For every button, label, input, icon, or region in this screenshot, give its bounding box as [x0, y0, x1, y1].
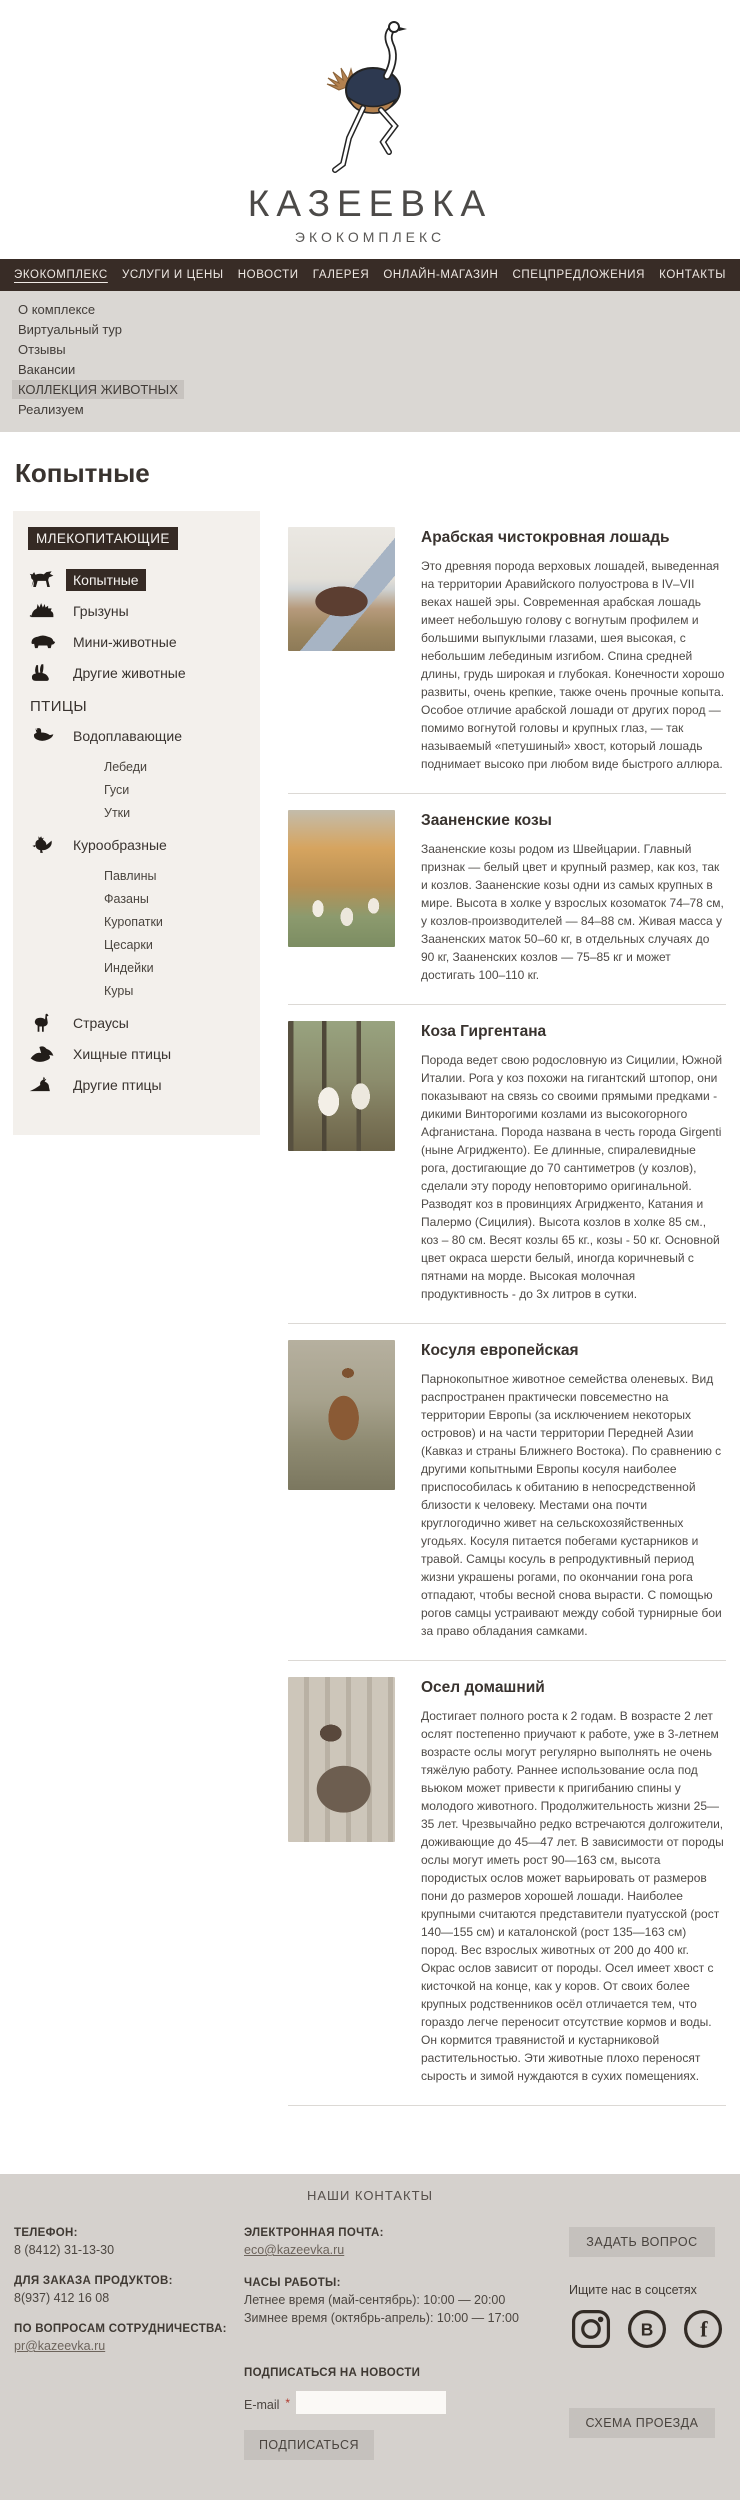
card-divider: [288, 2105, 726, 2106]
animal-title: Косуля европейская: [421, 1342, 579, 1359]
sidebar-item-other-birds[interactable]: [28, 1074, 250, 1096]
submenu-realizuem[interactable]: Реализуем: [18, 402, 84, 417]
animal-categories-sidebar: [13, 511, 260, 1135]
sidebar-item-label: Водоплавающие: [73, 728, 182, 744]
phone-label: ТЕЛЕФОН:: [14, 2227, 78, 2239]
submenu-vacancies[interactable]: Вакансии: [18, 362, 76, 377]
page-title: Копытные: [15, 458, 150, 488]
animal-title: Осел домашний: [421, 1679, 545, 1696]
submenu-reviews[interactable]: Отзывы: [18, 342, 66, 357]
arab-horse-photo[interactable]: [288, 527, 395, 651]
rooster-icon: [28, 834, 56, 856]
sidebar-item-rodents[interactable]: [28, 600, 250, 622]
nav-services[interactable]: УСЛУГИ И ЦЕНЫ: [121, 269, 224, 281]
animal-description: Достигает полного роста к 2 годам. В возрасте 2 лет ослят постепенно приучают к работе, уже в 3-летнем возрасте ослы могут регулярно выполнять не очень тяжёлую работу. Раннее использование осла под вьюком может привести к пригибанию спины у молодого животного. Продолжительность жизни 25—35 лет. Чрезвычайно редко встречаются долгожители, доживающие до 45—47 лет. В зависимости от породы ослы могут иметь рост 90—163 см, высота породистых ослов может варьировать от размеров пони до размеров хорошей лошади. Наиболее крупными считаются представители пуатусской (рост 140—155 см) и каталонской (рост 135—163 см) пород. Вес взрослых животных от 200 до 400 кг. Окрас ослов зависит от породы. Осел имеет хвост с кисточкой на конце, как у коров. От своих более крупных родственников осёл отличается тем, что гораздо легче переносит отсутствие кормов и воды. Он кормится травянистой и кустарниковой растительностью. Эти животные плохо переносят сырость и зимой нуждаются в сухих помещениях.: [421, 1709, 724, 2083]
animal-description: Порода ведет свою родословную из Сицилии, Южной Италии. Рога у коз похожи на гигантский штопор, они показывают на связь со своими прямыми предками - дикими Винторогими козлами из высокогорного Афганистана. Порода названа в честь города Girgenti (ныне Агридженто). Ее длинные, спиралевидные рога, достигающие до 70 сантиметров (у козлов), сделали эту породу неповторимо оригинальной. Разводят коз в провинциях Агридженто, Катания и Палермо (Сицилия). Высота козлов в холке 85 см., коз – 80 см. Весят козлы 65 кг., козы - 50 кг. Основной цвет окраса шерсти белый, иногда коричневый с пятнами на морде. Высокая молочная продуктивность - до 3х литров в сутки.: [421, 1053, 723, 1301]
nav-online-shop[interactable]: ОНЛАЙН-МАГАЗИН: [383, 269, 499, 281]
animal-card-zaanen-goats: [288, 794, 726, 1004]
hours-summer: Летнее время (май-сентябрь): 10:00 — 20:00: [244, 2293, 506, 2307]
nav-gallery[interactable]: ГАЛЕРЕЯ: [312, 269, 370, 281]
pig-icon: [28, 631, 56, 653]
sidebar-subitem-guinea-fowl[interactable]: Цесарки: [104, 938, 153, 952]
sidebar-item-ostriches[interactable]: [28, 1012, 250, 1034]
phone-value: 8 (8412) 31-13-30: [14, 2243, 115, 2257]
sidebar-item-birds-of-prey[interactable]: [28, 1043, 250, 1065]
animal-title: Коза Гиргентана: [421, 1023, 547, 1040]
galliformes-sublist: [104, 865, 250, 1003]
animal-description: Зааненские козы родом из Швейцарии. Главный признак — белый цвет и крупный размер, как коз, так и козлов. Зааненские козы одни из самых крупных в мире. Высота в холке у взрослых козоматок 74–78 см, у козлов-производителей — 84–88 см. Живая масса у Зааненских маток 50–60 кг, в отдельных случаях до 90 кг, Зааненских козлов — 75–85 кг и может достигать 100–110 кг.: [421, 842, 724, 982]
hours-label: ЧАСЫ РАБОТЫ:: [244, 2277, 341, 2289]
sidebar-item-label: Страусы: [73, 1015, 129, 1031]
sidebar-item-waterfowl[interactable]: [28, 725, 250, 747]
submenu-about[interactable]: О комплексе: [18, 302, 96, 317]
socials-caption: Ищите нас в соцсетях: [569, 2283, 697, 2297]
animal-title: Арабская чистокровная лошадь: [421, 529, 670, 546]
sidebar-item-label: Копытные: [66, 569, 146, 591]
sidebar-header-birds: ПТИЦЫ: [30, 698, 88, 715]
footer: [0, 2174, 740, 2500]
instagram-icon[interactable]: [569, 2307, 613, 2356]
email-link[interactable]: eco@kazeevka.ru: [244, 2243, 345, 2257]
sidebar-item-label: Курообразные: [73, 837, 167, 853]
ostrich-logo-icon: [291, 18, 449, 176]
footer-info-column: [244, 2227, 569, 2460]
nav-ecocomplex[interactable]: ЭКОКОМПЛЕКС: [14, 269, 108, 281]
orders-value: 8(937) 412 16 08: [14, 2291, 110, 2305]
peacock-icon: [28, 1074, 56, 1096]
sidebar-item-label: Грызуны: [73, 603, 129, 619]
nav-news[interactable]: НОВОСТИ: [237, 269, 299, 281]
donkey-photo[interactable]: [288, 1677, 395, 1842]
site-subtitle: ЭКОКОМПЛЕКС: [294, 229, 446, 245]
sidebar-subitem-partridges[interactable]: Куропатки: [104, 915, 163, 929]
nav-contacts[interactable]: КОНТАКТЫ: [659, 269, 726, 281]
subscribe-block: [244, 2367, 569, 2460]
sidebar-item-galliformes[interactable]: [28, 834, 250, 856]
submenu-animal-collection[interactable]: КОЛЛЕКЦИЯ ЖИВОТНЫХ: [12, 380, 184, 399]
sidebar-item-label: Хищные птицы: [73, 1046, 172, 1062]
rabbit-icon: [28, 662, 56, 684]
porcupine-icon: [28, 600, 56, 622]
email-field-label: E-mail: [244, 2397, 280, 2412]
roe-deer-photo[interactable]: [288, 1340, 395, 1490]
site-title: КАЗЕЕВКА: [247, 183, 493, 224]
animal-description: Парнокопытное животное семейства оленевых. Вид распространен практически повсеместно на территории Европы (за исключением некоторых островов) и на части территории Передней Азии (Кавказ и страны Ближнего Востока). По сравнению с другими копытными Европы косуля наиболее приспособилась к обитанию в непосредственной близости к человеку. Местами она почти круглогодично живет на сельскохозяйственных угодьях. Косуля питается побегами кустарников и травой. Самцы косуль в репродуктивный период жизни украшены рогами, по окончании гона рога отпадают, чтобы весной снова вырасти. С помощью рогов самцы устраивают между собой турнирные бои за право обладания самками.: [421, 1372, 722, 1638]
sidebar-header-mammals: МЛЕКОПИТАЮЩИЕ: [28, 527, 178, 550]
hours-winter: Зимнее время (октябрь-апрель): 10:00 — 17:00: [244, 2311, 519, 2325]
horse-icon: [28, 569, 56, 591]
sidebar-subitem-pheasants[interactable]: Фазаны: [104, 892, 149, 906]
animal-description: Это древняя порода верховых лошадей, выведенная на территории Аравийского полуострова в IV–VII веках нашей эры. Современная арабская лошадь имеет небольшую голову с вогнутым профилем и большими выпуклыми глазами, шея высокая, с небольшим лебединым изгибом. Спина средней длины, грудь широкая и глубокая. Конечности хорошо развиты, очень крепкие, также очень прочные копыта. Особое отличие арабской лошади от других пород — помимо вогнутой головы и крупных глаз, — так называемый «петушиный» хвост, который лошадь поднимает высоко при любом виде быстрого аллюра.: [421, 559, 725, 771]
sidebar-item-label: Другие птицы: [73, 1077, 162, 1093]
submenu-virtual-tour[interactable]: Виртуальный тур: [18, 322, 122, 337]
email-label: ЭЛЕКТРОННАЯ ПОЧТА:: [244, 2227, 384, 2239]
sidebar-subitem-ducks[interactable]: Утки: [104, 806, 131, 820]
ask-question-button[interactable]: ЗАДАТЬ ВОПРОС: [569, 2227, 715, 2257]
subscribe-email-input[interactable]: [296, 2391, 446, 2414]
nav-special-offers[interactable]: СПЕЦПРЕДЛОЖЕНИЯ: [512, 269, 646, 281]
sidebar-item-label: Другие животные: [73, 665, 186, 681]
footer-phones-column: [14, 2227, 244, 2460]
sidebar-subitem-swans[interactable]: Лебеди: [104, 760, 147, 774]
eagle-icon: [28, 1043, 56, 1065]
subscribe-title: ПОДПИСАТЬСЯ НА НОВОСТИ: [244, 2367, 421, 2379]
sidebar-item-mini-animals[interactable]: [28, 631, 250, 653]
animal-card-donkey: [288, 1661, 726, 2105]
duck-icon: [28, 725, 56, 747]
animal-card-roe-deer: [288, 1324, 726, 1660]
required-asterisk: *: [285, 2395, 291, 2410]
sidebar-item-hoofed[interactable]: [28, 569, 250, 591]
footer-actions-column: [569, 2227, 726, 2460]
ostrich-icon: [28, 1012, 56, 1034]
animal-title: Зааненские козы: [421, 812, 552, 829]
girgentana-goat-photo[interactable]: [288, 1021, 395, 1151]
sidebar-subitem-chickens[interactable]: Куры: [104, 984, 134, 998]
vk-icon[interactable]: [625, 2307, 669, 2356]
subscribe-button[interactable]: ПОДПИСАТЬСЯ: [244, 2430, 374, 2460]
animal-card-arab-horse: [288, 511, 726, 793]
site-header: [0, 0, 740, 259]
social-links: [569, 2307, 726, 2356]
route-map-button[interactable]: СХЕМА ПРОЕЗДА: [569, 2408, 715, 2438]
main-nav: [0, 259, 740, 291]
sidebar-item-other-animals[interactable]: [28, 662, 250, 684]
sidebar-item-label: Мини-животные: [73, 634, 177, 650]
sidebar-subitem-peacocks[interactable]: Павлины: [104, 869, 157, 883]
waterfowl-sublist: [104, 756, 250, 825]
orders-label: ДЛЯ ЗАКАЗА ПРОДУКТОВ:: [14, 2275, 173, 2287]
animal-list: [288, 511, 726, 2106]
svg-text:f: f: [700, 2316, 708, 2342]
submenu: [0, 291, 740, 432]
cooperation-email-link[interactable]: pr@kazeevka.ru: [14, 2339, 106, 2353]
sidebar-subitem-geese[interactable]: Гуси: [104, 783, 130, 797]
sidebar-subitem-turkeys[interactable]: Индейки: [104, 961, 154, 975]
animal-card-girgentana-goat: [288, 1005, 726, 1323]
facebook-icon[interactable]: [681, 2307, 725, 2356]
zaanen-goats-photo[interactable]: [288, 810, 395, 947]
svg-text:В: В: [640, 2319, 654, 2340]
footer-title: НАШИ КОНТАКТЫ: [306, 2188, 434, 2203]
cooperation-label: ПО ВОПРОСАМ СОТРУДНИЧЕСТВА:: [14, 2323, 227, 2335]
